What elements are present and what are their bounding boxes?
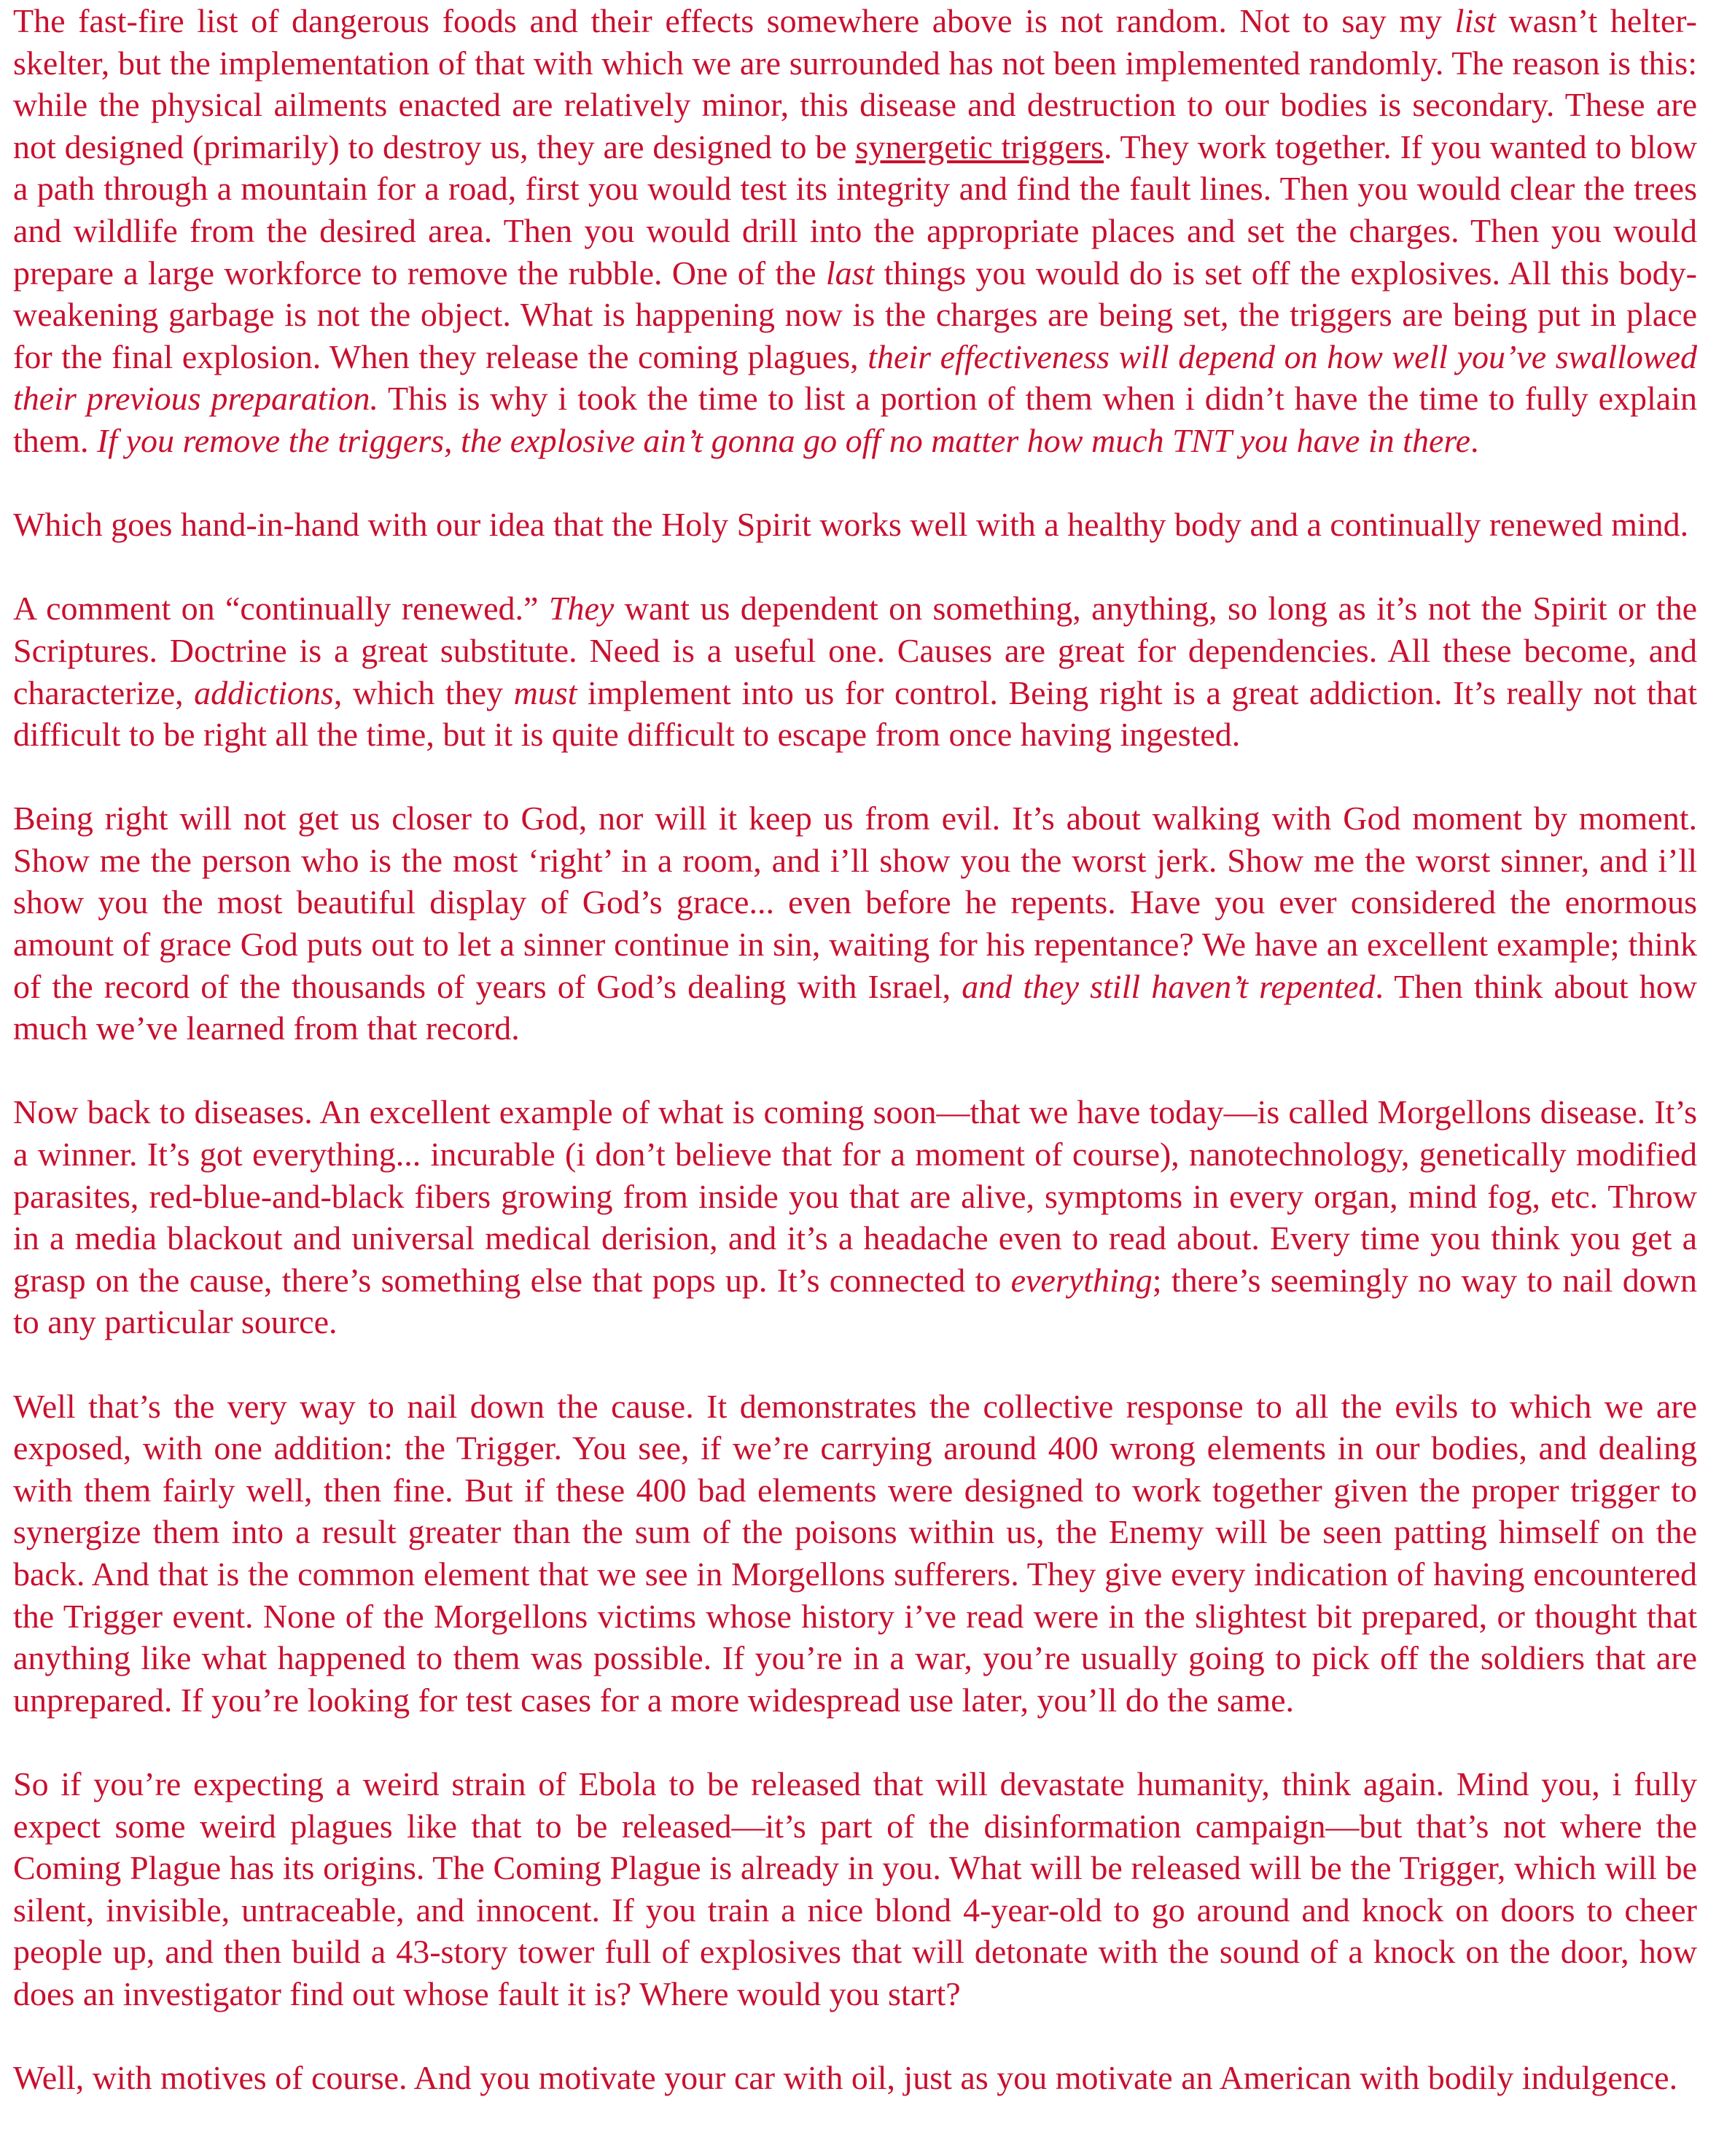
text-run: want us dependent on something, anything, so long as it’s not the Spirit or the Scriptures. Doctrine is a great substitute. Need is a useful one. Causes are great for dependencies. All these become, and characterize, xyxy=(13,590,1697,711)
text-run: , which they xyxy=(333,673,514,711)
text-run: The fast-fire list of dangerous foods and their effects somewhere above is not random. Not to say my xyxy=(13,2,1455,39)
text-run: A comment on “continually renewed.” xyxy=(13,590,549,628)
text-run: Being right will not get us closer to God, nor will it keep us from evil. It’s about walking with God moment by moment. Show me the person who is the most ‘right’ in a room, and i’ll show you the worst jerk. Show me the worst sinner, and i’ll show you the most beautiful display of God’s grace... even before he repents. Have you ever considered the enormous amount of grace God puts out to let a sinner continue in sin, waiting for his repentance? We have an excellent example; think of the record of the thousands of years of God’s dealing with Israel, xyxy=(13,800,1697,1005)
paragraph-1 xyxy=(13,0,1697,462)
paragraph-5 xyxy=(13,1091,1697,1343)
text-run: This is why i took the time to list a portion of them when i didn’t have the time to fully explain them. xyxy=(13,380,1697,459)
paragraph-4 xyxy=(13,797,1697,1050)
paragraph-6 xyxy=(13,1386,1697,1722)
text-run: So if you’re expecting a weird strain of Ebola to be released that will devastate humanity, think again. Mind you, i fully expect some weird plagues like that to be released—it’s part of the disinformation campaign—but that’s not where the Coming Plague has its origins. The Coming Plague is already in you. What will be released will be the Trigger, which will be silent, invisible, untraceable, and innocent. If you train a nice blond 4-year-old to go around and knock on doors to cheer people up, and then build a 43-story tower full of explosives that will detonate with the sound of a knock on the door, how does an investigator find out whose fault it is? Where would you start? xyxy=(13,1765,1697,2012)
emphasis-remove-triggers: If you remove the triggers, the explosive ain’t gonna go off no matter how much TNT you have in there xyxy=(96,421,1470,459)
text-run: Now back to diseases. An excellent example of what is coming soon—that we have today—is called Morgellons disease. It’s a winner. It’s got everything... incurable (i don’t believe that for a moment of course), nanotechnology, genetically modified parasites, red-blue-and-black fibers growing from inside you that are alive, symptoms in every organ, mind fog, etc. Throw in a media blackout and universal medical derision, and it’s a headache even to read about. Every time you think you get a grasp on the cause, there’s something else that pops up. It’s connected to xyxy=(13,1093,1697,1299)
text-run: ; there’s seemingly no way to nail down to any particular source. xyxy=(13,1261,1697,1341)
underlined-synergetic-triggers: synergetic triggers xyxy=(855,128,1104,165)
emphasis-they: They xyxy=(548,590,615,628)
emphasis-effectiveness: their effectiveness will depend on how well you’ve swallowed their previous preparation. xyxy=(13,337,1697,418)
document-page xyxy=(13,0,1697,2099)
emphasis-not-repented: and they still haven’t repented xyxy=(962,967,1376,1005)
text-run: . They work together. If you wanted to blow a path through a mountain for a road, first you would test its integrity and find the fault lines. Then you would clear the trees and wildlife from the desired area. Then you would drill into the appropriate places and set the charges. Then you would prepare a large workforce to remove the rubble. One of the xyxy=(13,128,1697,292)
text-run: things you would do is set off the explosives. All this body-weakening garbage is not the object. What is happening now is the charges are being set, the triggers are being put in place for the final explosion. When they release the coming plagues, xyxy=(13,254,1697,375)
text-run: . Then think about how much we’ve learned from that record. xyxy=(13,967,1698,1047)
paragraph-2 xyxy=(13,504,1697,546)
text-run: Which goes hand-in-hand with our idea that the Holy Spirit works well with a healthy body and a continually renewed mind. xyxy=(13,506,1689,544)
text-run: implement into us for control. Being right is a great addiction. It’s really not that difficult to be right all the time, but it is quite difficult to escape from once having ingested. xyxy=(13,673,1697,754)
emphasis-everything: everything xyxy=(1010,1261,1153,1299)
text-run: . xyxy=(1470,421,1479,459)
paragraph-3 xyxy=(13,587,1697,755)
text-run: wasn’t helter-skelter, but the implementation of that with which we are surrounded has not been implemented randomly. The reason is this: while the physical ailments enacted are relatively minor, this disease and destruction to our bodies is secondary. These are not designed (primarily) to destroy us, they are designed to be xyxy=(13,2,1698,165)
paragraph-7 xyxy=(13,1763,1697,2015)
paragraph-8 xyxy=(13,2057,1697,2099)
emphasis-addictions: addictions xyxy=(194,673,334,711)
emphasis-list: list xyxy=(1454,2,1496,39)
text-run: Well that’s the very way to nail down the cause. It demonstrates the collective response to all the evils to which we are exposed, with one addition: the Trigger. You see, if we’re carrying around 400 wrong elements in our bodies, and dealing with them fairly well, then fine. But if these 400 bad elements were designed to work together given the proper trigger to synergize them into a result greater than the sum of the poisons within us, the Enemy will be seen patting himself on the back. And that is the common element that we see in Morgellons sufferers. They give every indication of having encountered the Trigger event. None of the Morgellons victims whose history i’ve read were in the slightest bit prepared, or thought that anything like what happened to them was possible. If you’re in a war, you’re usually going to pick off the soldiers that are unprepared. If you’re looking for test cases for a more widespread use later, you’ll do the same. xyxy=(13,1387,1697,1719)
emphasis-must: must xyxy=(513,673,577,711)
text-run: Well, with motives of course. And you motivate your car with oil, just as you motivate an American with bodily indulgence. xyxy=(13,2059,1678,2097)
emphasis-last: last xyxy=(825,254,875,292)
